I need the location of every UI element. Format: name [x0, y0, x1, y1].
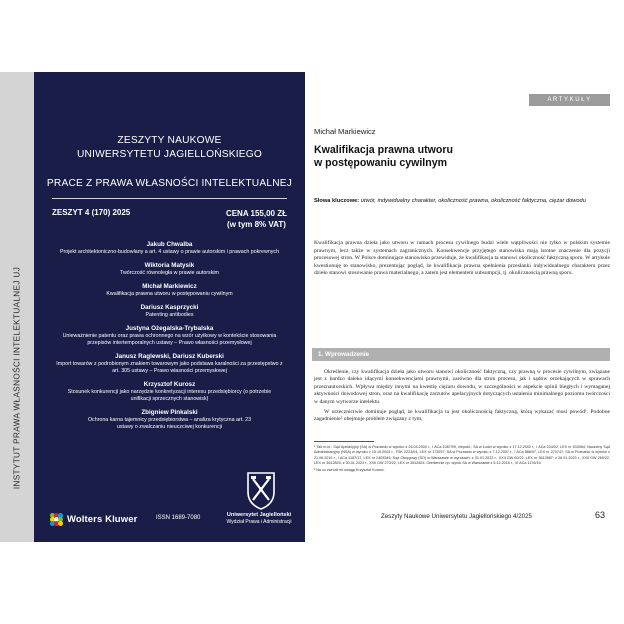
- article-abstract: Kwalifikacja prawna dzieła jako utworu w ramach procesu cywilnego budzi wiele wątpliwości nie tylko w polskim systemie prawnym, lecz także w systemach zagranicznych. Konsekwencje przyjętego stanowiska mają istotne znaczenie dla pozycji procesowej stron. W Polsce dominujące stanowisko przewiduje, że kwalifikacja ta stanowi okoliczność faktyczną sporu. W artykule kwestionuję to stanowisko, prezentując pogląd, że kwalifikacja prawna spełnienia przesłanki indywidualnego charakteru przez dzieło stanowi stosowanie prawa materialnego, a zatem jest elementem subsumpcji, tj. okolicznością prawną sporu.: [314, 240, 610, 277]
- cover-price-vat: (w tym 8% VAT): [227, 220, 286, 229]
- article-title-line2: w postępowaniu cywilnym: [314, 157, 448, 169]
- contents-title: Ochrona karna tajemnicy przedsiębiorstwa – analiza krytyczna art. 23 ustawy o zwalczaniu nieuczciwej konkurencji: [87, 417, 252, 430]
- contents-item: [34, 381, 305, 403]
- contents-item: [34, 304, 305, 319]
- university-label: Uniwersytet Jagielloński: [226, 512, 292, 518]
- body-paragraph: Określenie, czy kwalifikacja dzieła jako utworu stanowi okoliczność faktyczną, czy prawną w procesie cywilnym, związane jest z bardzo daleko idącymi konsekwencjami prawnymi, zarówno dla stron procesu, jak i sądów orzekających w sprawach przeznautorskich. Wpływa między innymi na kwestię ciężaru dowodu, w szczególności w aspekcie opinii biegłych i wymaganej aktywności dowodowej stron, oraz na kwalifikację zarzutów apelacyjnych dotyczących ustalenia minimalnego poziomu twórczości w danym wytworze intelektu.: [314, 369, 610, 405]
- contents-title: Projekt architektoniczno-budowlany a art. 4 ustawy o prawie autorskim i prawach pokrewnych: [59, 249, 280, 255]
- cover-issue: ZESZYT 4 (170) 2025: [52, 208, 131, 217]
- contents-author: Janusz Raglewski, Dariusz Kuberski: [115, 353, 224, 360]
- footnote-divider: [314, 441, 374, 442]
- contents-title: Patenting antibodies: [145, 312, 194, 318]
- faculty-label: Wydział Prawa i Administracji: [226, 518, 292, 525]
- cover-divider: [52, 198, 287, 199]
- body-paragraph: W orzecznictwie dominuje pogląd, że kwalifikacja ta jest okolicznością faktyczną, którą wykazać musi powód¹. Podobne zagadnienie² obejmuje problem związany z tym,: [314, 409, 610, 423]
- cover-title-line1: ZESZYTY NAUKOWE: [117, 135, 222, 146]
- contents-author: Krzysztof Kurosz: [143, 381, 196, 388]
- article-title-line1: Kwalifikacja prawna utworu: [314, 144, 453, 156]
- contents-item: [34, 325, 305, 347]
- cover-title: [34, 134, 305, 162]
- university-name: [214, 512, 304, 525]
- issn: ISSN 1689-7080: [156, 515, 201, 521]
- keywords-label: Słowa kluczowe:: [314, 198, 360, 204]
- contents-title: Unieważnienie patentu oraz prawa ochronnego na wzór użytkowy w kontekście stosowania przepisów intertemporalnych ustawy – Prawo własności przemysłowej: [62, 333, 277, 346]
- article-body: [314, 369, 610, 427]
- cover-contents: [34, 241, 305, 437]
- footnote: ² Na co zwrócił mi uwagę Krzysztof Kurosz.: [314, 467, 385, 472]
- contents-author: Dariusz Kasprzycki: [140, 304, 199, 311]
- section-heading: 1. Wprowadzenie: [312, 348, 610, 361]
- cover-title-line2: UNIWERSYTETU JAGIELLOŃSKIEGO: [76, 149, 263, 160]
- contents-title: Stosunek konkurencji jako narzędzie konkretyzacji interesu przedsiębiorcy (o potrzebie unifikacji sprzecznych stanowisk): [67, 389, 272, 402]
- contents-author: Michał Markiewicz: [142, 283, 197, 290]
- contents-title: Twórczość równoległa w prawie autorskim: [120, 270, 219, 276]
- cover-spine: [0, 72, 34, 542]
- footnotes: [314, 445, 610, 474]
- contents-author: Wiktoria Matysik: [144, 262, 195, 269]
- cover-subtitle: PRACE Z PRAWA WŁASNOŚCI INTELEKTUALNEJ: [46, 178, 293, 189]
- contents-item: [34, 409, 305, 431]
- contents-author: Jakub Chwalba: [146, 241, 193, 248]
- cover-price: [226, 208, 287, 230]
- keywords-text: utwór, indywidualny charakter, okoliczność prawna, okoliczność faktyczna, ciężar dowodu: [360, 198, 586, 204]
- page-number: 63: [595, 510, 606, 520]
- journal-cover: [34, 72, 305, 542]
- article-title: [314, 144, 453, 170]
- cover-price-value: CENA 155,00 ZŁ: [225, 209, 287, 218]
- contents-title: Import towarów z podrobionym znakiem towarowym jako podstawa karalności za przestępstwo z art. 305 ustawy – Prawo własności przemysłowej: [56, 361, 283, 374]
- contents-title: Kwalifikacja prawna utworu w postępowaniu cywilnym: [106, 291, 233, 297]
- wolters-kluwer-icon: [50, 513, 63, 526]
- contents-item: [34, 241, 305, 256]
- spine-text: INSTYTUT PRAWA WŁASNOŚCI INTELEKTUALNEJ UJ: [12, 266, 22, 490]
- section-label: ARTYKUŁY: [529, 94, 610, 106]
- contents-item: [34, 262, 305, 277]
- contents-author: Justyna Ożegalska-Trybalska: [125, 325, 214, 332]
- contents-item: [34, 353, 305, 375]
- publisher-name: Wolters Kluwer: [67, 514, 138, 525]
- article-author: Michał Markiewicz: [314, 127, 376, 136]
- contents-author: Zbigniew Pinkalski: [141, 409, 198, 416]
- publisher-logo: [50, 513, 137, 526]
- contents-item: [34, 283, 305, 298]
- article-page: [305, 72, 624, 542]
- university-crest-icon: [246, 470, 276, 510]
- footnote: ¹ Tak m.in.: Sąd Apelacyjny (SA) w Poznaniu w wyroku z 26.04.2000 r., I ACa 1087/99, niepubl.; SA w Łodzi w wyroku z 17.12.2002 r., I ACa 234/02, LEX nr 533064; Naczelny Sąd Administracyjny (NSA) w wyroku z 15.10.2003 r., FSK 2223/04, LEX nr 173097; SA w Poznaniu w wyroku z 7.12.2007 r., I ACa 888/07, LEX nr 270747; SA w Poznaniu w wyroku z 21.06.2019 r., I ACa 1187/17, LEX nr 2405346; Sąd Okręgowy (SO) w Warszawie w wyrokach: z 31.01.2022 r., XXII GW 60/22, LEX nr 3613987; z 26.01.2023 r., XXII GW 269/22, LEX nr 3612825; z 30.01.2023 r., XXII GW 270/22, LEX nr 3612824. Odmiennie np. wyrok SA w Warszawie z 5.12.2016 r., VI ACa 1176/15.: [314, 445, 610, 466]
- running-footer: Zeszyty Naukowe Uniwersytetu Jagiellońskiego 4/2025: [381, 513, 532, 520]
- keywords: [314, 198, 610, 206]
